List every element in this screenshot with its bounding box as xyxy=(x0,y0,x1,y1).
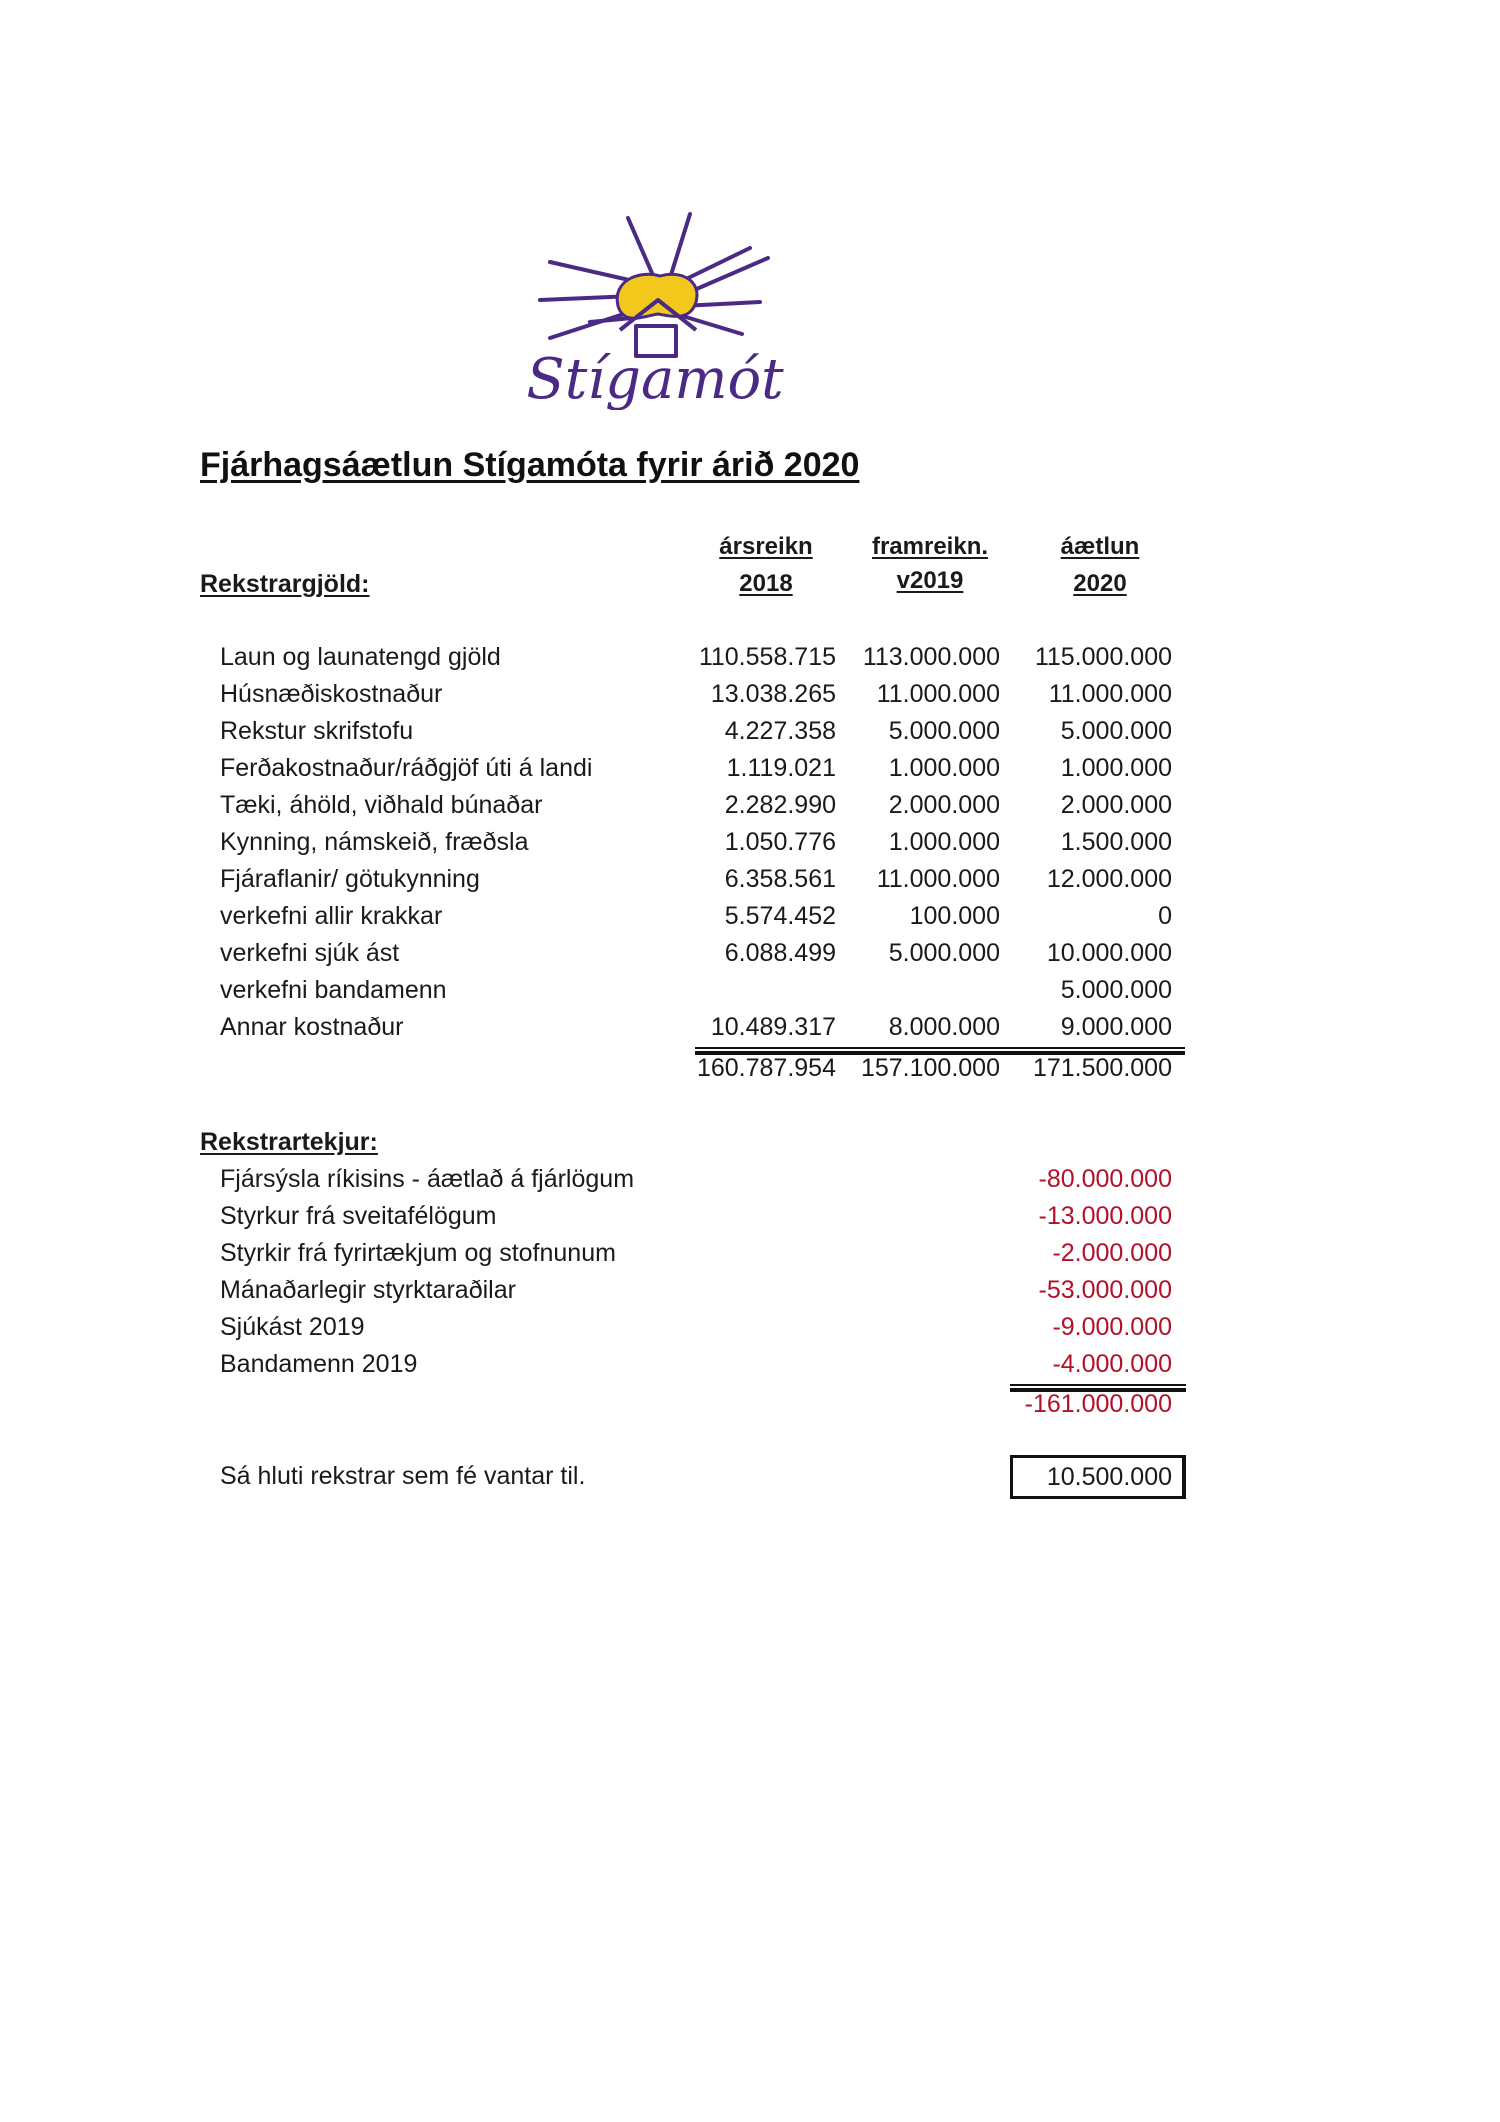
expense-label: Ferðakostnaður/ráðgjöf úti á landi xyxy=(220,754,593,782)
value-2018: 5.574.452 xyxy=(724,902,836,930)
income-label: Styrkir frá fyrirtækjum og stofnunum xyxy=(220,1239,616,1267)
value-2018: 1.119.021 xyxy=(726,754,836,782)
expense-row xyxy=(0,680,1500,717)
expense-row xyxy=(0,754,1500,791)
value-2019: 11.000.000 xyxy=(876,680,1000,708)
income-total: -161.000.000 xyxy=(1024,1390,1172,1418)
expense-row xyxy=(0,717,1500,754)
income-value: -2.000.000 xyxy=(1052,1239,1172,1267)
stigamot-logo xyxy=(520,210,790,410)
income-row xyxy=(0,1239,1500,1276)
value-2019: 1.000.000 xyxy=(888,828,1000,856)
value-2020: 1.000.000 xyxy=(1060,754,1172,782)
income-total-rule xyxy=(1010,1384,1186,1386)
value-2020: 1.500.000 xyxy=(1060,828,1172,856)
expense-label: verkefni bandamenn xyxy=(220,976,447,1004)
expense-row xyxy=(0,976,1500,1013)
value-2018: 10.489.317 xyxy=(710,1013,836,1041)
expense-label: Húsnæðiskostnaður xyxy=(220,680,443,708)
expense-totals-row xyxy=(0,1054,1500,1091)
value-2019: 113.000.000 xyxy=(862,643,1000,671)
value-2018: 2.282.990 xyxy=(724,791,836,819)
income-label: Mánaðarlegir styrktaraðilar xyxy=(220,1276,516,1304)
value-2020: 0 xyxy=(1158,902,1172,930)
expense-label: Fjáraflanir/ götukynning xyxy=(220,865,480,893)
income-label: Styrkur frá sveitafélögum xyxy=(220,1202,497,1230)
sun-house-logo-icon xyxy=(520,210,790,410)
value-2020: 115.000.000 xyxy=(1034,643,1172,671)
value-2020: 12.000.000 xyxy=(1046,865,1172,893)
value-2019: 5.000.000 xyxy=(888,717,1000,745)
page-title: Fjárhagsáætlun Stígamóta fyrir árið 2020 xyxy=(200,446,860,484)
value-2020: 2.000.000 xyxy=(1060,791,1172,819)
expense-label: Annar kostnaður xyxy=(220,1013,404,1041)
value-2020: 5.000.000 xyxy=(1060,717,1172,745)
expense-label: Tæki, áhöld, viðhald búnaðar xyxy=(220,791,543,819)
income-label: Bandamenn 2019 xyxy=(220,1350,418,1378)
expenses-section-heading: Rekstrargjöld: xyxy=(200,570,370,598)
value-2020: 10.000.000 xyxy=(1046,939,1172,967)
expense-row xyxy=(0,865,1500,902)
income-section-heading: Rekstrartekjur: xyxy=(200,1128,378,1156)
value-2018: 4.227.358 xyxy=(724,717,836,745)
expense-row xyxy=(0,1013,1500,1050)
expense-label: Kynning, námskeið, fræðsla xyxy=(220,828,529,856)
column-header-2020-line1: áætlun xyxy=(1060,533,1140,560)
column-header-2019-line2: v2019 xyxy=(896,567,964,594)
logo-wordmark: Stígamót xyxy=(526,347,784,410)
column-header-2018-line2: 2018 xyxy=(739,570,793,597)
expense-row xyxy=(0,791,1500,828)
value-2018: 13.038.265 xyxy=(710,680,836,708)
expense-label: Laun og launatengd gjöld xyxy=(220,643,501,671)
deficit-label: Sá hluti rekstrar sem fé vantar til. xyxy=(220,1462,586,1490)
income-value: -4.000.000 xyxy=(1052,1350,1172,1378)
value-2018: 110.558.715 xyxy=(698,643,836,671)
value-2019: 5.000.000 xyxy=(888,939,1000,967)
expense-row xyxy=(0,939,1500,976)
income-label: Fjársýsla ríkisins - áætlað á fjárlögum xyxy=(220,1165,635,1193)
value-2020: 11.000.000 xyxy=(1048,680,1172,708)
column-header-2019-line1: framreikn. xyxy=(871,533,989,560)
value-2018: 6.358.561 xyxy=(724,865,836,893)
expense-label: verkefni sjúk ást xyxy=(220,939,400,967)
income-total-row xyxy=(0,1390,1500,1427)
income-row xyxy=(0,1276,1500,1313)
income-row xyxy=(0,1313,1500,1350)
income-value: -53.000.000 xyxy=(1038,1276,1172,1304)
expense-row xyxy=(0,643,1500,680)
income-value: -13.000.000 xyxy=(1038,1202,1172,1230)
deficit-value-box xyxy=(1010,1455,1186,1499)
value-2019: 8.000.000 xyxy=(888,1013,1000,1041)
expense-row xyxy=(0,828,1500,865)
value-2020: 5.000.000 xyxy=(1060,976,1172,1004)
expense-row xyxy=(0,902,1500,939)
value-2018: 1.050.776 xyxy=(724,828,836,856)
value-2019: 2.000.000 xyxy=(888,791,1000,819)
income-value: -80.000.000 xyxy=(1038,1165,1172,1193)
income-value: -9.000.000 xyxy=(1052,1313,1172,1341)
expense-label: Rekstur skrifstofu xyxy=(220,717,414,745)
column-header-2018-line1: ársreikn xyxy=(719,533,813,560)
value-2019: 1.000.000 xyxy=(888,754,1000,782)
value-2019: 100.000 xyxy=(909,902,1000,930)
total-2020: 171.500.000 xyxy=(1032,1054,1172,1082)
income-row xyxy=(0,1350,1500,1387)
value-2020: 9.000.000 xyxy=(1060,1013,1172,1041)
totals-rule xyxy=(695,1047,1185,1049)
income-row xyxy=(0,1165,1500,1202)
value-2019: 11.000.000 xyxy=(876,865,1000,893)
income-row xyxy=(0,1202,1500,1239)
total-2019: 157.100.000 xyxy=(860,1054,1000,1082)
income-label: Sjúkást 2019 xyxy=(220,1313,365,1341)
deficit-value: 10.500.000 xyxy=(1046,1463,1172,1491)
column-header-2020-line2: 2020 xyxy=(1073,570,1127,597)
total-2018: 160.787.954 xyxy=(696,1054,836,1082)
expense-label: verkefni allir krakkar xyxy=(220,902,443,930)
value-2018: 6.088.499 xyxy=(724,939,836,967)
